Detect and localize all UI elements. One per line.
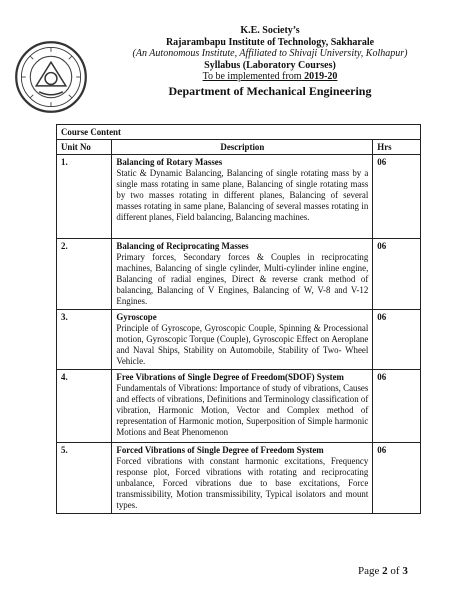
unit-title: Balancing of Reciprocating Masses bbox=[116, 241, 249, 251]
implementation-prefix: To be implemented from bbox=[202, 71, 302, 82]
table-row bbox=[57, 443, 421, 514]
unit-text: Fundamentals of Vibrations: Importance of study of vibrations, Causes and effects of vibrations, Definitions and Terminology classification of vibration, Harmonic Motion, Vector and Complex method of representation of Harmonic motion, Superposition of Simple harmonic Motions and Beat Phenomenon bbox=[116, 383, 369, 437]
department-title: Department of Mechanical Engineering bbox=[168, 84, 372, 98]
table-header-row bbox=[57, 140, 421, 155]
institute-seal-logo bbox=[14, 40, 88, 114]
table-row bbox=[57, 370, 421, 443]
unit-description bbox=[112, 155, 373, 239]
unit-title: Free Vibrations of Single Degree of Freedom(SDOF) System bbox=[116, 372, 344, 382]
unit-text: Principle of Gyroscope, Gyroscopic Couple, Spinning & Processional motion, Gyroscopic Torque (Couple), Gyroscopic Effect on Aeroplane and Naval Ships, Stability on Automobile, Stability of Two- Wheel Vehicle. bbox=[116, 323, 369, 366]
unit-text: Static & Dynamic Balancing, Balancing of single rotating mass by a single mass rotating in same plane, Balancing of single rotating mass by two masses rotating in different planes, Balancing of several masses rotating in same plane, Balancing of several masses rotating in different planes, Field balancing, Balancing machines. bbox=[116, 168, 369, 222]
course-content-table bbox=[56, 124, 421, 514]
society-name: K.E. Society’s bbox=[240, 25, 300, 36]
institute-affiliation: (An Autonomous Institute, Affiliated to Shivaji University, Kolhapur) bbox=[132, 48, 408, 59]
unit-hours: 06 bbox=[373, 443, 421, 514]
unit-description bbox=[112, 370, 373, 443]
unit-title: Gyroscope bbox=[116, 312, 157, 322]
unit-hours: 06 bbox=[373, 239, 421, 310]
unit-number: 2. bbox=[57, 239, 112, 310]
table-row bbox=[57, 239, 421, 310]
implementation-year: 2019-20 bbox=[304, 71, 338, 82]
column-header-unit: Unit No bbox=[57, 140, 112, 155]
implementation-line bbox=[100, 71, 440, 83]
unit-text: Forced vibrations with constant harmonic excitations, Frequency response plot, Forced vibrations with rotating and reciprocating unbalance, Forced vibrations due to base excitations, Force transmissibility, Motion transmissibility, Typical isolators and mount types. bbox=[116, 456, 369, 510]
unit-number: 3. bbox=[57, 310, 112, 370]
syllabus-title: Syllabus (Laboratory Courses) bbox=[204, 59, 336, 71]
column-header-hrs: Hrs bbox=[373, 140, 421, 155]
document-header bbox=[100, 25, 440, 83]
unit-description bbox=[112, 443, 373, 514]
page-current: 2 bbox=[382, 565, 388, 577]
unit-text: Primary forces, Secondary forces & Couples in reciprocating machines, Balancing of single cylinder, Multi-cylinder inline engine, Balancing of radial engines, Direct & reverse crank method of balancing, Balancing of V Engines, Balancing of W, V-8 and V-12 Engines. bbox=[116, 252, 369, 306]
unit-description bbox=[112, 239, 373, 310]
unit-hours: 06 bbox=[373, 310, 421, 370]
unit-number: 1. bbox=[57, 155, 112, 239]
page-word: Page bbox=[358, 565, 380, 577]
page-total: 3 bbox=[402, 565, 408, 577]
page-of: of bbox=[390, 565, 400, 577]
course-content-heading: Course Content bbox=[57, 125, 421, 140]
unit-description bbox=[112, 310, 373, 370]
page-number bbox=[358, 565, 408, 577]
unit-hours: 06 bbox=[373, 155, 421, 239]
institute-name: Rajarambapu Institute of Technology, Sakharale bbox=[165, 36, 375, 48]
table-row bbox=[57, 310, 421, 370]
unit-title: Balancing of Rotary Masses bbox=[116, 157, 223, 167]
column-header-description: Description bbox=[112, 140, 373, 155]
unit-hours: 06 bbox=[373, 370, 421, 443]
unit-number: 5. bbox=[57, 443, 112, 514]
table-row bbox=[57, 155, 421, 239]
unit-title: Forced Vibrations of Single Degree of Freedom System bbox=[116, 445, 324, 455]
unit-number: 4. bbox=[57, 370, 112, 443]
